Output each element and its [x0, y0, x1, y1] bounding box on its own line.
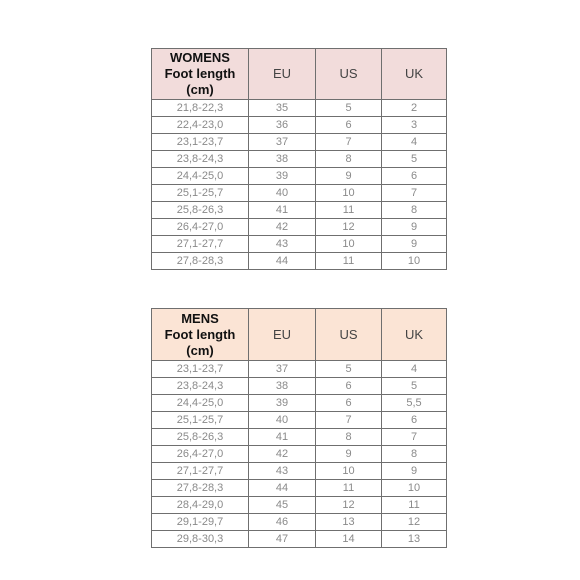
mens-header-foot-length: Foot length	[164, 326, 236, 342]
mens-uk-cell: 5,5	[382, 395, 447, 412]
womens-foot-length-cell: 25,1-25,7	[152, 185, 249, 202]
womens-foot-length-cell: 27,8-28,3	[152, 253, 249, 270]
mens-foot-length-header	[152, 309, 249, 361]
mens-eu-cell: 38	[249, 378, 316, 395]
womens-table-row	[152, 151, 447, 168]
mens-table-body	[152, 361, 447, 548]
mens-uk-cell: 11	[382, 497, 447, 514]
womens-table-row	[152, 100, 447, 117]
womens-foot-length-cell: 21,8-22,3	[152, 100, 249, 117]
womens-foot-length-cell: 22,4-23,0	[152, 117, 249, 134]
womens-uk-cell: 8	[382, 202, 447, 219]
womens-eu-cell: 40	[249, 185, 316, 202]
womens-foot-length-cell: 27,1-27,7	[152, 236, 249, 253]
mens-us-cell: 9	[316, 446, 382, 463]
womens-table-body	[152, 100, 447, 270]
womens-foot-length-cell: 23,1-23,7	[152, 134, 249, 151]
mens-foot-length-cell: 27,8-28,3	[152, 480, 249, 497]
womens-us-header: US	[316, 49, 382, 100]
womens-table-row	[152, 202, 447, 219]
womens-us-cell: 10	[316, 236, 382, 253]
mens-table-row	[152, 378, 447, 395]
womens-us-cell: 10	[316, 185, 382, 202]
mens-eu-cell: 43	[249, 463, 316, 480]
womens-uk-cell: 7	[382, 185, 447, 202]
womens-eu-cell: 39	[249, 168, 316, 185]
womens-size-table	[151, 48, 447, 270]
mens-us-cell: 8	[316, 429, 382, 446]
mens-eu-cell: 46	[249, 514, 316, 531]
mens-uk-cell: 13	[382, 531, 447, 548]
womens-uk-cell: 2	[382, 100, 447, 117]
womens-foot-length-header	[152, 49, 249, 100]
mens-uk-cell: 8	[382, 446, 447, 463]
mens-header-row	[152, 309, 447, 361]
mens-uk-cell: 7	[382, 429, 447, 446]
womens-us-cell: 12	[316, 219, 382, 236]
mens-us-cell: 6	[316, 378, 382, 395]
mens-us-cell: 13	[316, 514, 382, 531]
mens-eu-cell: 44	[249, 480, 316, 497]
womens-us-cell: 11	[316, 202, 382, 219]
mens-foot-length-cell: 29,1-29,7	[152, 514, 249, 531]
mens-foot-length-cell: 23,8-24,3	[152, 378, 249, 395]
mens-us-cell: 12	[316, 497, 382, 514]
mens-uk-header: UK	[382, 309, 447, 361]
mens-eu-cell: 41	[249, 429, 316, 446]
mens-table-row	[152, 531, 447, 548]
mens-uk-cell: 6	[382, 412, 447, 429]
womens-header-foot-length: Foot length	[164, 66, 236, 81]
mens-table-row	[152, 395, 447, 412]
mens-foot-length-cell: 28,4-29,0	[152, 497, 249, 514]
womens-uk-header: UK	[382, 49, 447, 100]
mens-foot-length-cell: 26,4-27,0	[152, 446, 249, 463]
mens-header-unit: (cm)	[186, 342, 214, 358]
mens-table-row	[152, 361, 447, 378]
womens-foot-length-cell: 23,8-24,3	[152, 151, 249, 168]
mens-table-row	[152, 463, 447, 480]
mens-us-cell: 6	[316, 395, 382, 412]
mens-table-row	[152, 429, 447, 446]
mens-size-table	[151, 308, 447, 548]
womens-eu-cell: 43	[249, 236, 316, 253]
womens-header-title: WOMENS	[170, 50, 230, 65]
mens-us-cell: 11	[316, 480, 382, 497]
womens-table-row	[152, 117, 447, 134]
womens-table-row	[152, 134, 447, 151]
mens-foot-length-cell: 25,1-25,7	[152, 412, 249, 429]
womens-eu-cell: 44	[249, 253, 316, 270]
womens-table-row	[152, 219, 447, 236]
mens-table-row	[152, 412, 447, 429]
womens-uk-cell: 9	[382, 219, 447, 236]
mens-table-row	[152, 446, 447, 463]
mens-foot-length-cell: 27,1-27,7	[152, 463, 249, 480]
womens-eu-cell: 42	[249, 219, 316, 236]
womens-table-row	[152, 253, 447, 270]
mens-foot-length-cell: 25,8-26,3	[152, 429, 249, 446]
womens-eu-cell: 38	[249, 151, 316, 168]
mens-uk-cell: 9	[382, 463, 447, 480]
womens-eu-header: EU	[249, 49, 316, 100]
mens-eu-cell: 47	[249, 531, 316, 548]
womens-us-cell: 6	[316, 117, 382, 134]
womens-us-cell: 7	[316, 134, 382, 151]
womens-foot-length-cell: 24,4-25,0	[152, 168, 249, 185]
womens-eu-cell: 35	[249, 100, 316, 117]
mens-us-cell: 7	[316, 412, 382, 429]
womens-eu-cell: 37	[249, 134, 316, 151]
womens-table-row	[152, 185, 447, 202]
mens-header-title: MENS	[181, 310, 219, 326]
mens-uk-cell: 5	[382, 378, 447, 395]
mens-foot-length-cell: 29,8-30,3	[152, 531, 249, 548]
mens-uk-cell: 10	[382, 480, 447, 497]
womens-uk-cell: 3	[382, 117, 447, 134]
womens-header-row	[152, 49, 447, 100]
womens-us-cell: 11	[316, 253, 382, 270]
womens-uk-cell: 10	[382, 253, 447, 270]
mens-us-cell: 14	[316, 531, 382, 548]
womens-eu-cell: 41	[249, 202, 316, 219]
womens-foot-length-cell: 26,4-27,0	[152, 219, 249, 236]
womens-us-cell: 9	[316, 168, 382, 185]
mens-eu-cell: 42	[249, 446, 316, 463]
womens-uk-cell: 5	[382, 151, 447, 168]
mens-us-cell: 10	[316, 463, 382, 480]
womens-table-row	[152, 236, 447, 253]
womens-uk-cell: 4	[382, 134, 447, 151]
mens-eu-header: EU	[249, 309, 316, 361]
womens-uk-cell: 6	[382, 168, 447, 185]
womens-foot-length-cell: 25,8-26,3	[152, 202, 249, 219]
womens-uk-cell: 9	[382, 236, 447, 253]
womens-eu-cell: 36	[249, 117, 316, 134]
mens-eu-cell: 45	[249, 497, 316, 514]
womens-us-cell: 8	[316, 151, 382, 168]
mens-uk-cell: 4	[382, 361, 447, 378]
mens-table-row	[152, 514, 447, 531]
mens-eu-cell: 40	[249, 412, 316, 429]
mens-foot-length-cell: 23,1-23,7	[152, 361, 249, 378]
mens-eu-cell: 39	[249, 395, 316, 412]
womens-table-row	[152, 168, 447, 185]
womens-us-cell: 5	[316, 100, 382, 117]
mens-table-row	[152, 497, 447, 514]
mens-table-row	[152, 480, 447, 497]
mens-uk-cell: 12	[382, 514, 447, 531]
mens-foot-length-cell: 24,4-25,0	[152, 395, 249, 412]
mens-us-header: US	[316, 309, 382, 361]
mens-eu-cell: 37	[249, 361, 316, 378]
womens-header-unit: (cm)	[186, 82, 214, 97]
mens-us-cell: 5	[316, 361, 382, 378]
